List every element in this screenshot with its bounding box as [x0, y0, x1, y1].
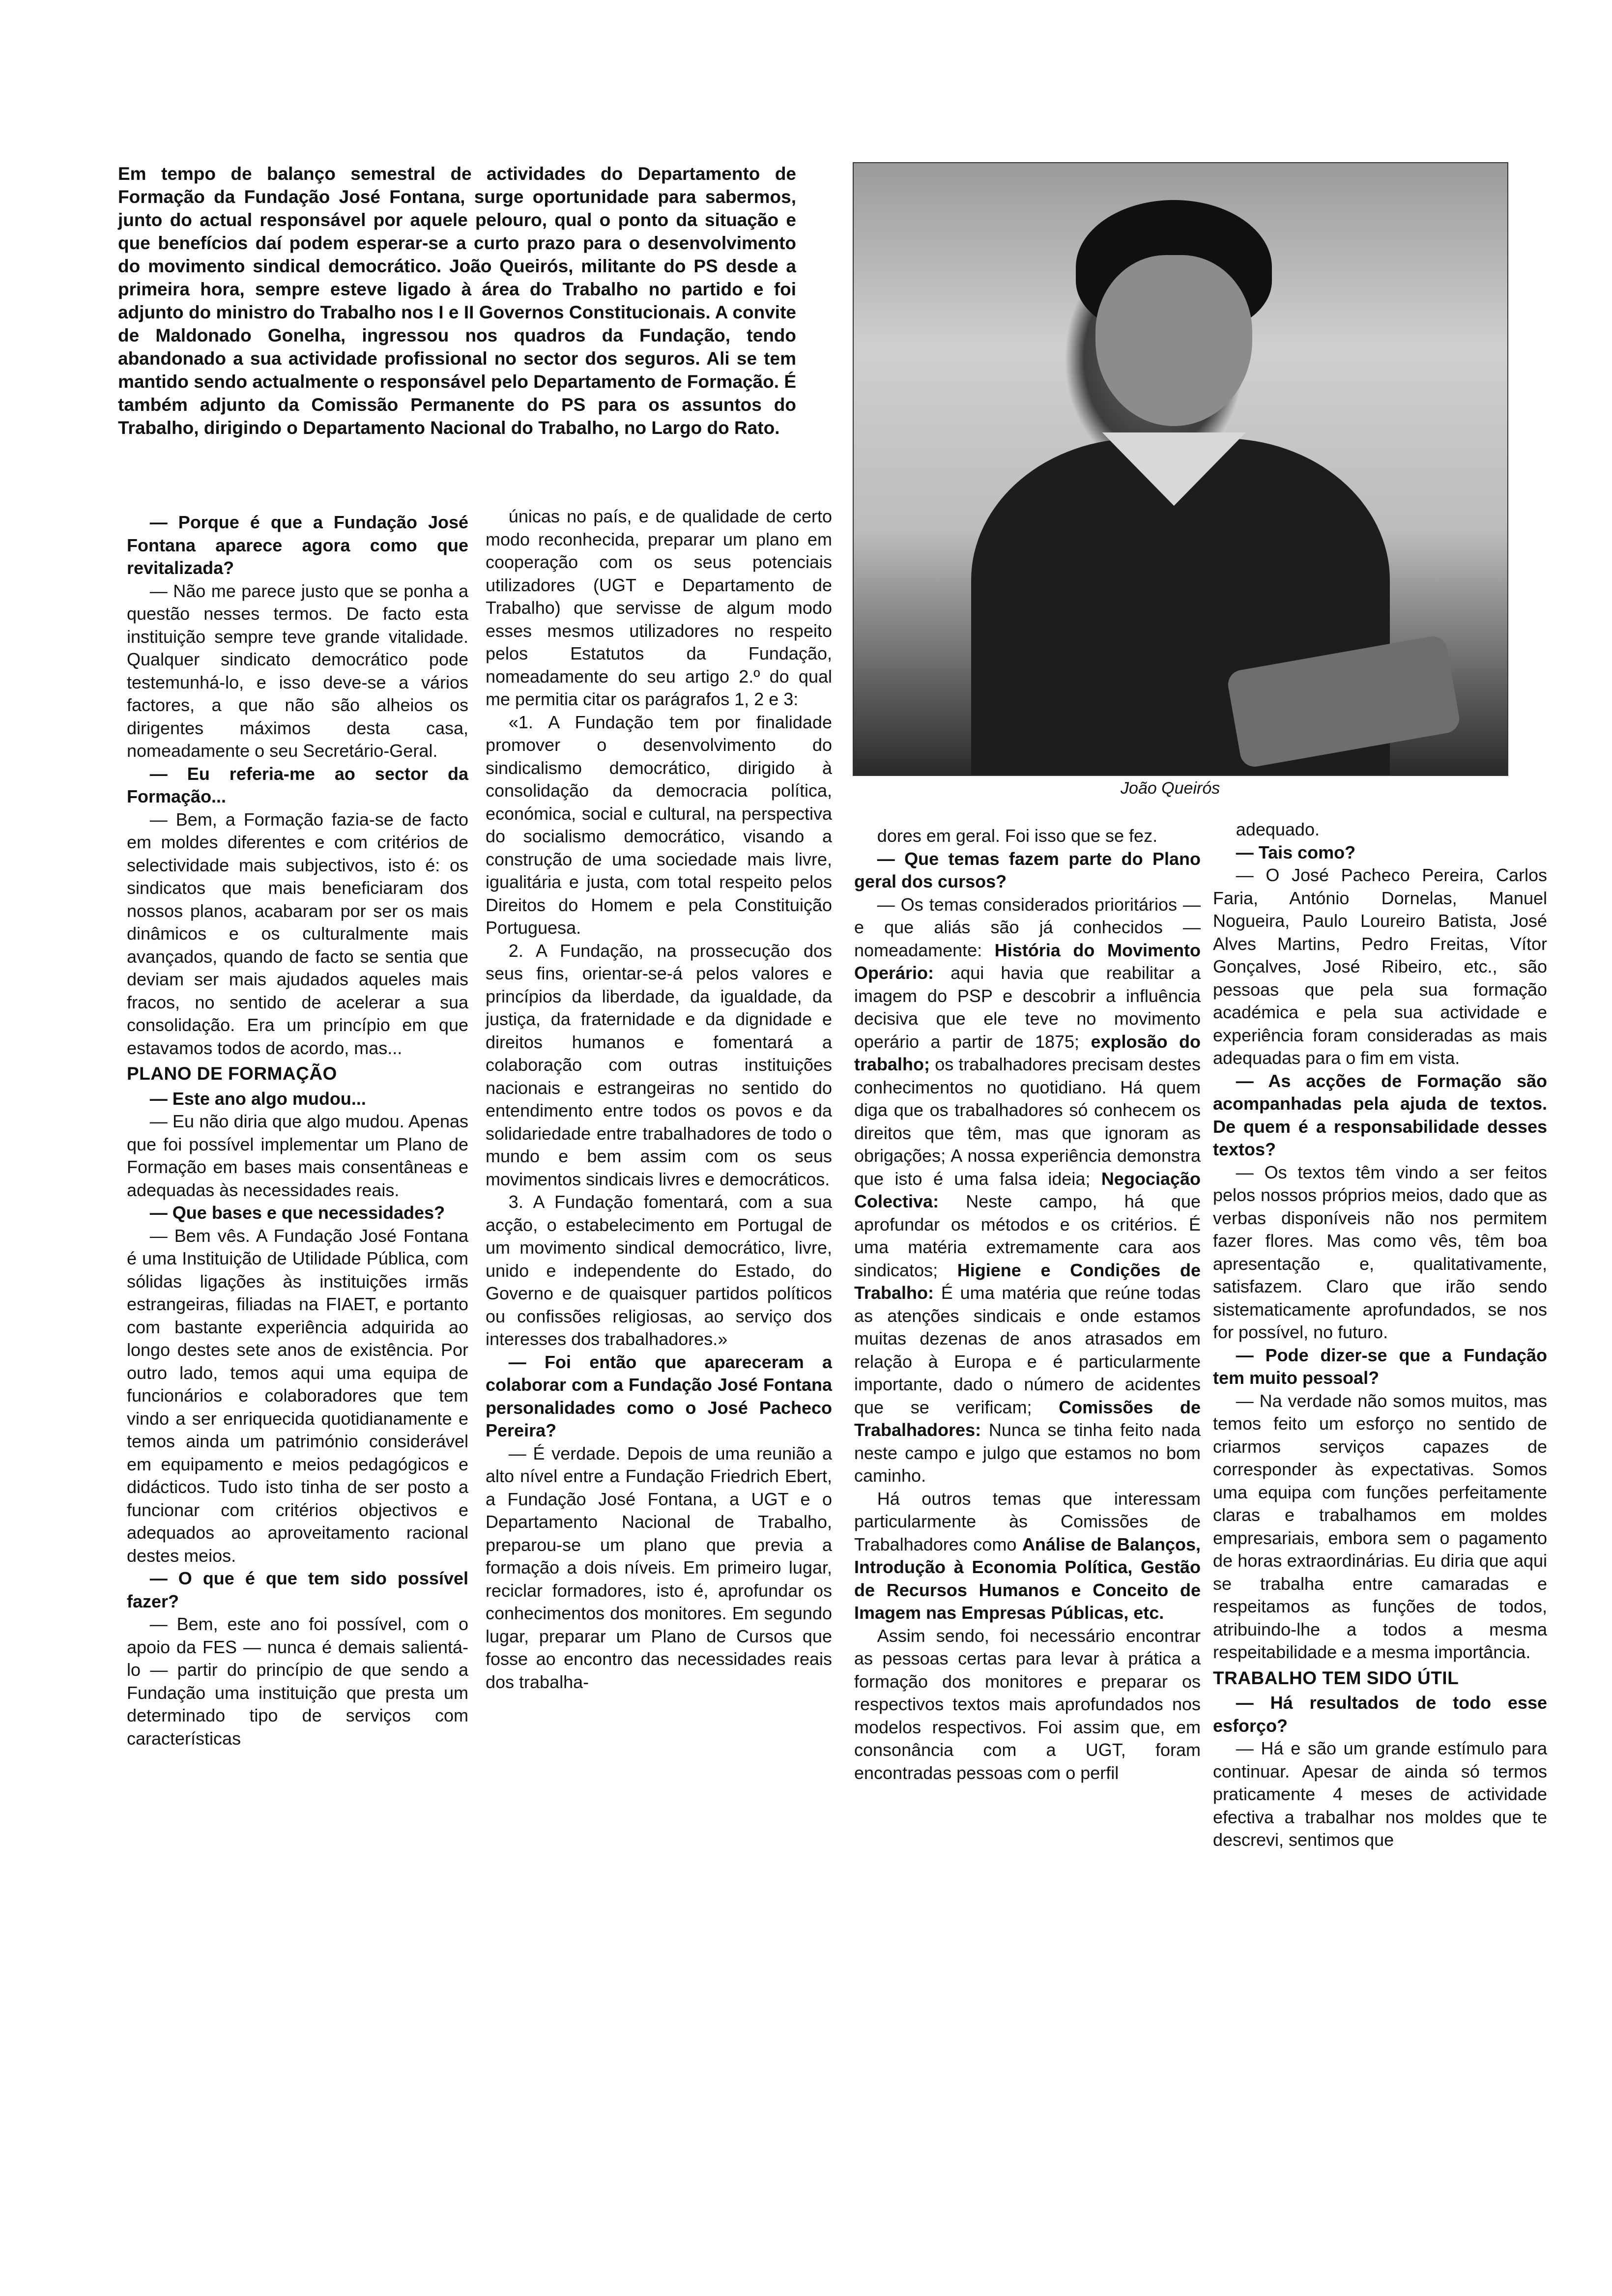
paragraph: «1. A Fundação tem por finalidade promover o desenvolvimento do sindicalismo democrático, dirigido à consolidação da democracia política, económica, social e cultural, na perspectiva do socialismo democrático, visando a construção de uma sociedade mais livre, igualitária e justa, com total respeito pelos Direitos do Homem e pela Constituição Portuguesa. [486, 712, 832, 938]
answer: — Bem, este ano foi possível, com o apoio da FES — nunca é demais salientá-lo — partir do princípio de que sendo a Fundação uma instituição que presta um determinado tipo de serviços com características [127, 1614, 468, 1749]
question: — Porque é que a Fundação José Fontana aparece agora como que revitalizada? [127, 512, 468, 578]
answer: — Bem, a Formação fazia-se de facto em moldes diferentes e com critérios de selectividade mais subjectivos, isto é: os sindicatos que mais beneficiaram dos nossos planos, acabaram por ser os mais dinâmicos e os culturalmente mais avançados, quando de facto se sentia que deviam ser mais ajudados aqueles mais fracos, no sentido de acelerar a sua consolidação. Era um princípio em que estavamos todos de acordo, mas... [127, 809, 468, 1058]
section-heading: PLANO DE FORMAÇÃO [127, 1063, 337, 1084]
paragraph: Assim sendo, foi necessário encontrar as pessoas certas para levar à prática a formação dos monitores e preparar os respectivos textos mais aprofundados nos modelos respectivos. Foi assim que, em consonância com a UGT, foram encontradas pessoas com o perfil [854, 1625, 1201, 1783]
paragraph: únicas no país, e de qualidade de certo modo reconhecida, preparar um plano em cooperação com os seus potenciais utilizadores (UGT e Departamento de Trabalho) que servisse de algum modo esses mesmos utilizadores no respeito pelos Estatutos da Fundação, nomeadamente do seu artigo 2.º do qual me permitia citar os parágrafos 1, 2 e 3: [486, 506, 832, 709]
topic-label: Comissões de Trabalhadores: [854, 1397, 1201, 1440]
answer-text: aqui havia que reabilitar a imagem do PSP e descobrir a influência decisiva que ele teve no movimento operário a partir de 1875; [854, 963, 1201, 1052]
answer: — Há e são um grande estímulo para continuar. Apesar de ainda só termos praticamente 4 meses de actividade efectiva a trabalhar nos moldes que te descrevi, sentimos que [1213, 1738, 1547, 1850]
answer: — Bem vês. A Fundação José Fontana é uma Instituição de Utilidade Pública, com sólidas ligações às instituições irmãs estrangeiras, filiadas na FIAET, e portanto com bastante experiência adquirida ao longo destes sete anos de existência. Por outro lado, temos aqui uma equipa de funcionários e colaboradores que tem vindo a ser enriquecida quotidianamente e temos ainda um património considerável em equipamento e meios pedagógicos e didácticos. Tudo isto tinha de ser posto a funcionar com critérios objectivos e adequados ao aproveitamento racional destes meios. [127, 1225, 468, 1566]
question: — Foi então que apareceram a colaborar com a Fundação José Fontana personalidades como o José Pacheco Pereira? [486, 1351, 832, 1440]
answer [854, 893, 1201, 1488]
paragraph: dores em geral. Foi isso que se fez. [877, 826, 1158, 846]
question: — O que é que tem sido possível fazer? [127, 1568, 468, 1611]
topic-label: explosão do trabalho; [854, 1031, 1201, 1074]
section-heading: TRABALHO TEM SIDO ÚTIL [1213, 1667, 1459, 1688]
answer-text: Nunca se tinha feito nada neste campo e julgo que estamos no bom caminho. [854, 1420, 1201, 1486]
paragraph: adequado. [1236, 819, 1320, 839]
column-4 [1213, 818, 1547, 1852]
answer-text: — Os temas considerados prioritários — e que aliás são já conhecidos — nomeadamente: [854, 894, 1201, 960]
question: — Este ano algo mudou... [149, 1088, 366, 1109]
question: — Tais como? [1236, 842, 1356, 862]
question: — Eu referia-me ao sector da Formação... [127, 763, 468, 806]
answer: — O José Pacheco Pereira, Carlos Faria, António Dornelas, Manuel Nogueira, Paulo Loureiro Batista, José Alves Martins, Pedro Freitas, Vítor Gonçalves, José Ribeiro, etc., são pessoas que pela sua formação académica e pela sua actividade e experiência foram consideradas as mais adequadas para o fim em vista. [1213, 865, 1547, 1068]
topic-label: História do Movimento Operário: [854, 940, 1201, 983]
answer: — Não me parece justo que se ponha a questão nesses termos. De facto esta instituição sempre teve grande vitalidade. Qualquer sindicato democrático pode testemunhá-lo, e isso deve-se a vários factores, a que não são alheios os dirigentes máximos desta casa, nomeadamente o seu Secretário-Geral. [127, 580, 468, 761]
topic-label: Higiene e Condições de Trabalho: [854, 1260, 1201, 1303]
paragraph [854, 1488, 1201, 1625]
answer: — É verdade. Depois de uma reunião a alto nível entre a Fundação Friedrich Ebert, a Fundação José Fontana, a UGT e o Departamento Nacional de Trabalho, preparou-se um plano que previa a formação a dois níveis. Em primeiro lugar, reciclar formadores, isto é, aprofundar os conhecimentos dos monitores. Em segundo lugar, preparar um Plano de Cursos que fosse ao encontro das necessidades reais dos trabalha- [486, 1443, 832, 1692]
topic-list: Análise de Balanços, Introdução à Economia Política, Gestão de Recursos Humanos e Conceito de Imagem nas Empresas Públicas, etc. [854, 1534, 1201, 1623]
column-3 [854, 825, 1201, 1784]
question: — Que temas fazem parte do Plano geral dos cursos? [854, 848, 1201, 891]
question: — Há resultados de todo esse esforço? [1213, 1693, 1547, 1736]
paragraph: 3. A Fundação fomentará, com a sua acção, o estabelecimento em Portugal de um movimento sindical democrático, livre, unido e independente do Estado, do Governo e de quaisquer partidos políticos ou confissões religiosas, ao serviço dos interesses dos trabalhadores.» [486, 1192, 832, 1349]
answer: — Na verdade não somos muitos, mas temos feito um esforço no sentido de criarmos serviços capazes de corresponder às expectativas. Somos uma equipa com funções perfeitamente claras e trabalhamos em moldes empresariais, embora sem o pagamento de horas extraordinárias. Eu diria que aqui se trabalha entre camaradas e respeitamos as funções de todos, atribuindo-lhe a todos a mesma respeitabilidade e a mesma importância. [1213, 1390, 1547, 1662]
photo-caption: João Queirós [1121, 779, 1220, 798]
topic-label: Negociação Colectiva: [854, 1168, 1201, 1211]
column-2 [486, 505, 832, 1693]
answer-text: Neste campo, há que aprofundar os métodos e os critérios. É uma matéria extremamente cara aos sindicatos; [854, 1191, 1201, 1280]
paragraph-text: Há outros temas que interessam particularmente às Comissões de Trabalhadores como [854, 1488, 1201, 1554]
answer: — Eu não diria que algo mudou. Apenas que foi possível implementar um Plano de Formação em bases mais consentâneas e adequadas às necessidades reais. [127, 1111, 468, 1200]
answer-text: É uma matéria que reúne todas as atenções sindicais e onde estamos muitas dezenas de anos atrasados em relação à Europa e é particularmente importante, dado o número de acidentes que se verificam; [854, 1283, 1201, 1417]
paragraph: 2. A Fundação, na prossecução dos seus fins, orientar-se-á pelos valores e princípios da liberdade, da igualdade, da justiça, da fraternidade e da dignidade e direitos humanos e fomentará a colaboração com outras instituições nacionais e estrangeiras no sentido do entendimento entre todos os povos e da solidariedade entre trabalhadores de todo o mundo e bem assim com os seus movimentos sindicais livres e democráticos. [486, 940, 832, 1189]
answer-text: os trabalhadores precisam destes conhecimentos no quotidiano. Há quem diga que os trabalhadores só conhecem os direitos que têm, mas que ignoram as obrigações; A nossa experiência demonstra que isto é uma falsa ideia; [854, 1054, 1201, 1189]
question: — Que bases e que necessidades? [149, 1203, 445, 1223]
column-1 [127, 511, 468, 1750]
intro-paragraph: Em tempo de balanço semestral de actividades do Departamento de Formação da Fundação José Fontana, surge oportunidade para sabermos, junto do actual responsável por aquele pelouro, qual o ponto da situação e que benefícios daí podem esperar-se a curto prazo para o desenvolvimento do movimento sindical democrático. João Queirós, militante do PS desde a primeira hora, sempre esteve ligado à área do Trabalho no partido e foi adjunto do ministro do Trabalho nos I e II Governos Constitucionais. A convite de Maldonado Gonelha, ingressou nos quadros da Fundação, tendo abandonado a sua actividade profissional no sector dos seguros. Ali se tem mantido sendo actualmente o responsável pelo Departamento de Formação. É também adjunto da Comissão Permanente do PS para os assuntos do Trabalho, dirigindo o Departamento Nacional do Trabalho, no Largo do Rato. [118, 164, 796, 438]
photo-face [1095, 255, 1252, 427]
question: — Pode dizer-se que a Fundação tem muito pessoal? [1213, 1345, 1547, 1388]
answer: — Os textos têm vindo a ser feitos pelos nossos próprios meios, dado que as verbas disponíveis não nos permitem fazer flores. Mas como vês, têm boa apresentação e, qualitativamente, satisfazem. Claro que irão sendo sistematicamente aprofundados, se nos for possível, no futuro. [1213, 1162, 1547, 1342]
question: — As acções de Formação são acompanhadas pela ajuda de textos. De quem é a responsabilidade desses textos? [1213, 1070, 1547, 1159]
portrait-photo [853, 162, 1508, 776]
